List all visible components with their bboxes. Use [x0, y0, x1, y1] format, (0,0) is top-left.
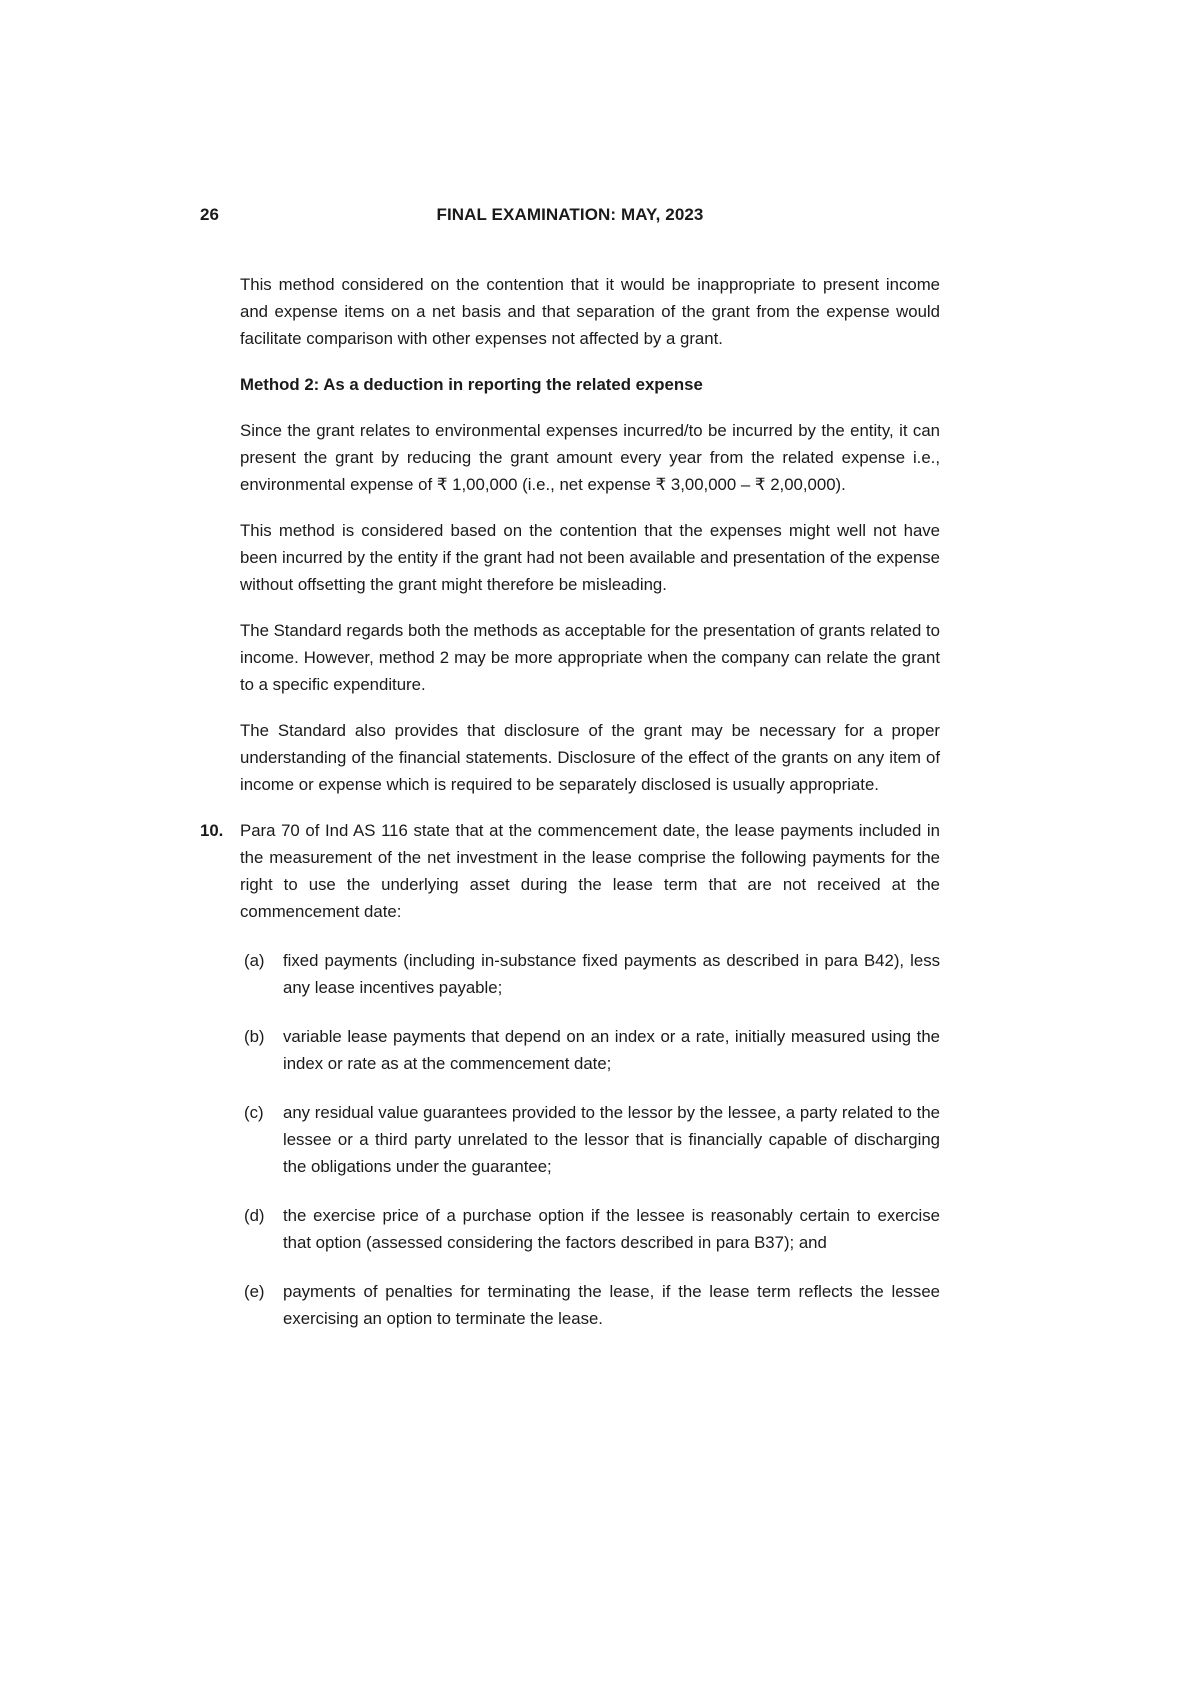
page-header-title: FINAL EXAMINATION: MAY, 2023: [436, 205, 704, 224]
subitem-label: (c): [244, 1103, 264, 1122]
subitem-label: (b): [244, 1027, 265, 1046]
subitem-text: variable lease payments that depend on an index or a rate, initially measured using the index or rate as at the commencement date;: [283, 1027, 940, 1073]
subitem-e: [244, 1278, 940, 1332]
page-number: 26: [200, 205, 219, 224]
subitem-text: any residual value guarantees provided to the lessor by the lessee, a party related to the lessee or a third party unrelated to the lessor that is financially capable of discharging the obligations under the guarantee;: [283, 1103, 940, 1176]
paragraph-standard-regards: The Standard regards both the methods as acceptable for the presentation of grants related to income. However, method 2 may be more appropriate when the company can relate the grant to a specific expenditure.: [240, 621, 940, 694]
subitem-a: [244, 947, 940, 1001]
subitem-b: [244, 1023, 940, 1077]
method2-heading: Method 2: As a deduction in reporting the related expense: [240, 375, 703, 394]
page-header-row: [200, 205, 940, 227]
document-body: [200, 271, 940, 1332]
subitem-d: [244, 1202, 940, 1256]
item-lead-paragraph: Para 70 of Ind AS 116 state that at the commencement date, the lease payments included in the measurement of the net investment in the lease comprise the following payments for the right to use the underlying asset during the lease term that are not received at the commencement date:: [240, 821, 940, 921]
subitem-text: the exercise price of a purchase option if the lessee is reasonably certain to exercise that option (assessed considering the factors described in para B37); and: [283, 1206, 940, 1252]
item-body: [240, 817, 940, 1332]
subitem-label: (e): [244, 1282, 265, 1301]
paragraph-method-contention: This method is considered based on the contention that the expenses might well not have been incurred by the entity if the grant had not been available and presentation of the expense without offsetting the grant might therefore be misleading.: [240, 521, 940, 594]
subitem-text: fixed payments (including in-substance fixed payments as described in para B42), less any lease incentives payable;: [283, 951, 940, 997]
subitem-text: payments of penalties for terminating the lease, if the lease term reflects the lessee exercising an option to terminate the lease.: [283, 1282, 940, 1328]
subitem-c: [244, 1099, 940, 1180]
paragraph-method2-explanation: Since the grant relates to environmental expenses incurred/to be incurred by the entity, it can present the grant by reducing the grant amount every year from the related expense i.e., environmental expense of ₹ 1,00,000 (i.e., net expense ₹ 3,00,000 – ₹ 2,00,000).: [240, 421, 940, 494]
numbered-item-10: [200, 817, 940, 1332]
subitem-label: (d): [244, 1206, 265, 1225]
paragraph-standard-disclosure: The Standard also provides that disclosure of the grant may be necessary for a proper understanding of the financial statements. Disclosure of the effect of the grants on any item of income or expense which is required to be separately disclosed is usually appropriate.: [240, 721, 940, 794]
subitem-label: (a): [244, 951, 265, 970]
item-number: 10.: [200, 821, 224, 840]
paragraph-intro: This method considered on the contention that it would be inappropriate to present income and expense items on a net basis and that separation of the grant from the expense would facilitate comparison with other expenses not affected by a grant.: [240, 275, 940, 348]
